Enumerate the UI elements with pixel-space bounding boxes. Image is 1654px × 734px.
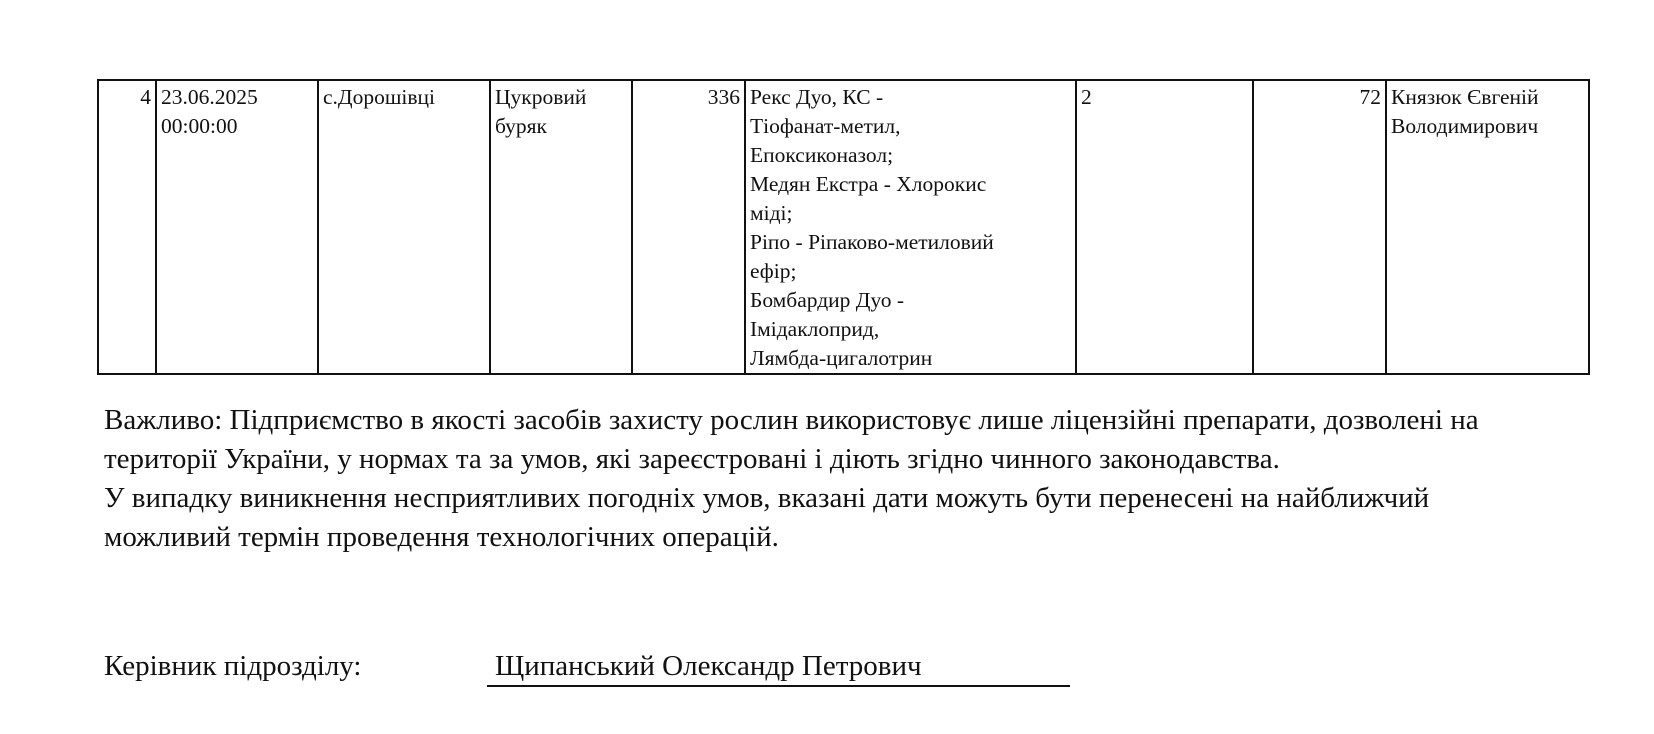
- signature-name: Щипанський Олександр Петрович: [487, 647, 1070, 687]
- products-cell: [745, 80, 1076, 374]
- village-cell: с.Дорошівці: [318, 80, 490, 374]
- area-cell: 336: [632, 80, 745, 374]
- column-7-cell: 2: [1076, 80, 1253, 374]
- time-line: 00:00:00: [161, 114, 238, 138]
- row-number-cell: 4: [98, 80, 156, 374]
- crop-line: Цукровий: [495, 85, 587, 109]
- responsible-line: Володимирович: [1391, 114, 1539, 138]
- signature-label: Керівник підрозділу:: [104, 650, 362, 682]
- column-8-cell: 72: [1253, 80, 1386, 374]
- plan-table: [97, 79, 1590, 375]
- responsible-line: Князюк Євгеній: [1391, 85, 1539, 109]
- responsible-cell: [1386, 80, 1589, 374]
- product-line: міді;: [750, 201, 793, 225]
- product-line: Рекс Дуо, КС -: [750, 85, 884, 109]
- product-line: Ріпо - Ріпаково-метиловий: [750, 230, 994, 254]
- product-line: Тіофанат-метил,: [750, 114, 901, 138]
- product-line: Лямбда-цигалотрин: [750, 346, 933, 370]
- crop-cell: [490, 80, 632, 374]
- note-paragraph-2: У випадку виникнення несприятливих погодніх умов, вказані дати можуть бути перенесені на найближчий можливий термін проведення технологічних операцій.: [104, 482, 1430, 553]
- date-cell: [156, 80, 318, 374]
- product-line: Медян Екстра - Хлорокис: [750, 172, 987, 196]
- important-note: [104, 401, 1544, 557]
- crop-line: буряк: [495, 114, 547, 138]
- table-row: [98, 80, 1589, 374]
- product-line: Бомбардир Дуо -: [750, 288, 904, 312]
- product-line: ефір;: [750, 259, 797, 283]
- product-line: Епоксиконазол;: [750, 143, 894, 167]
- note-paragraph-1: Важливо: Підприємство в якості засобів захисту рослин використовує лише ліцензійні препарати, дозволені на території України, у нормах та за умов, які зареєстровані і діють згідно чинного законодавства.: [104, 404, 1479, 475]
- product-line: Імідаклоприд,: [750, 317, 880, 341]
- date-line: 23.06.2025: [161, 85, 258, 109]
